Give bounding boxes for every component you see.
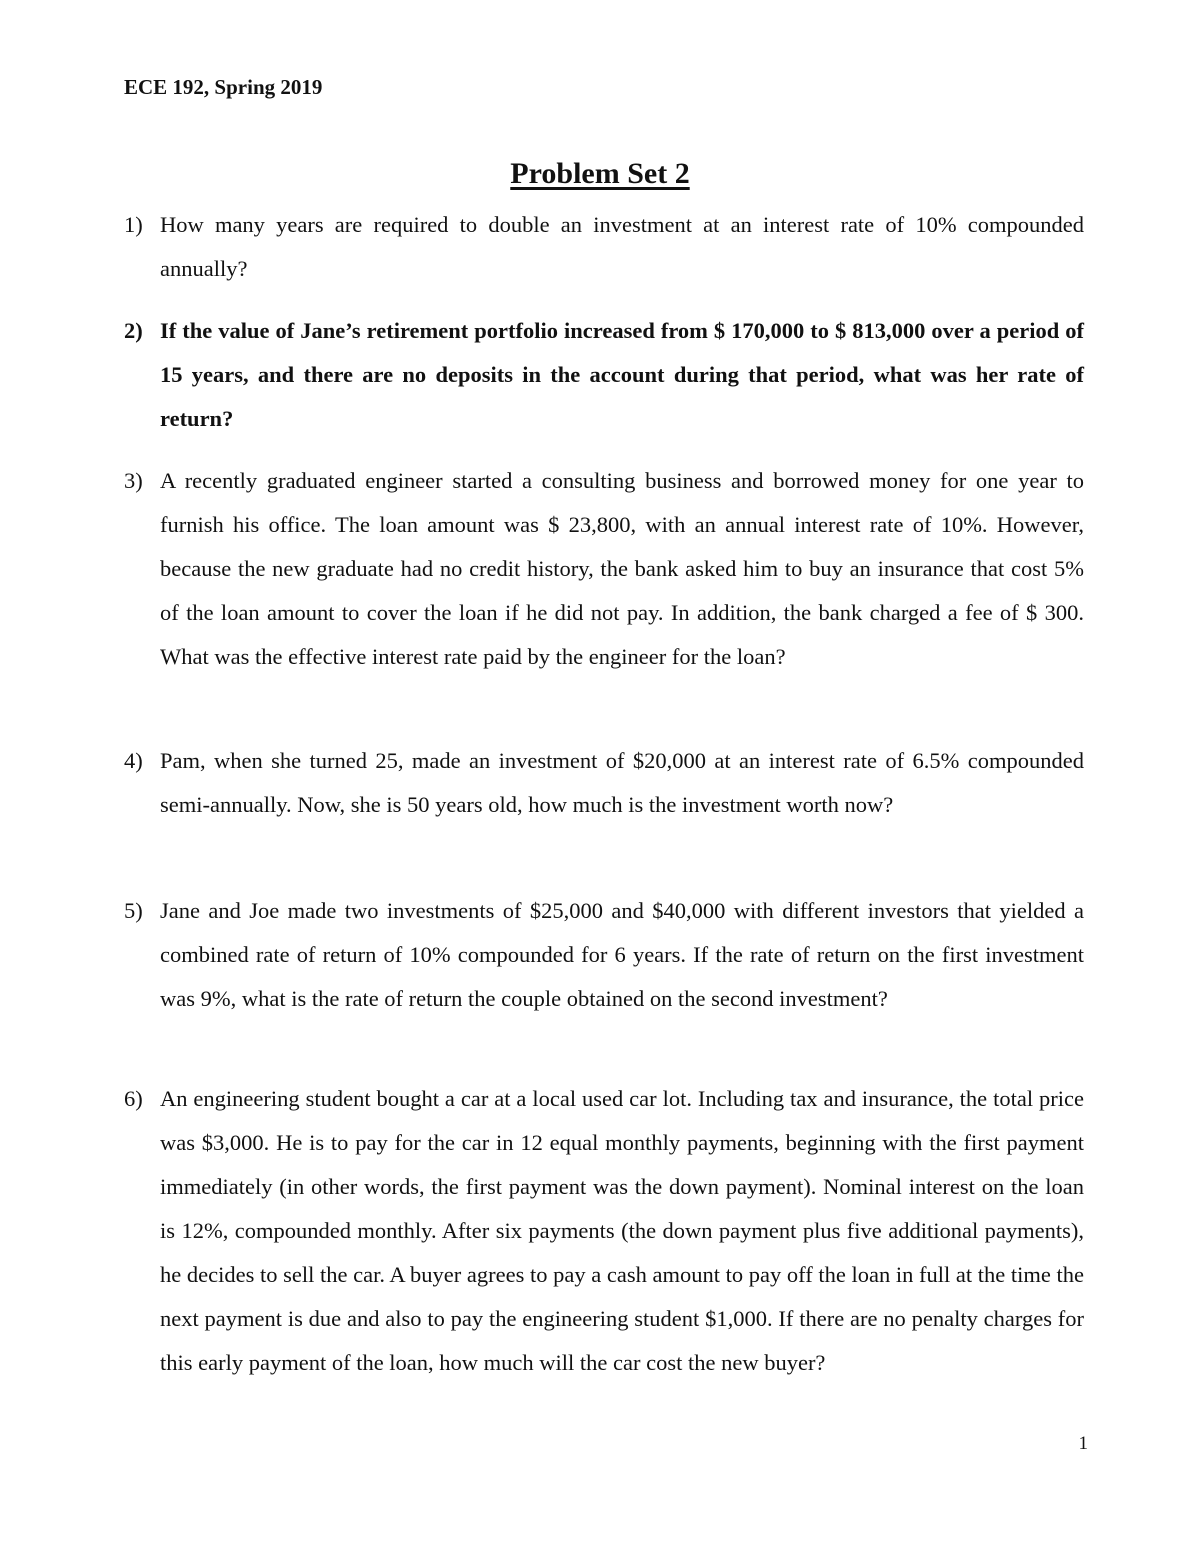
- problem-1: [124, 203, 1084, 291]
- problem-text: How many years are required to double an investment at an interest rate of 10% compounded annually?: [160, 212, 1084, 281]
- problem-number: 6): [124, 1086, 143, 1111]
- problem-4: [124, 739, 1084, 827]
- problem-number: 1): [124, 212, 143, 237]
- problem-number: 3): [124, 468, 143, 493]
- problem-6: [124, 1077, 1084, 1385]
- problem-text: If the value of Jane’s retirement portfolio increased from $ 170,000 to $ 813,000 over a period of 15 years, and there are no deposits in the account during that period, what was her rate of return?: [160, 318, 1084, 431]
- problem-2: [124, 309, 1084, 441]
- problem-text: Jane and Joe made two investments of $25,000 and $40,000 with different investors that yielded a combined rate of return of 10% compounded for 6 years. If the rate of return on the first investment was 9%, what is the rate of return the couple obtained on the second investment?: [160, 898, 1084, 1011]
- problem-number: 2): [124, 318, 143, 343]
- problem-5: [124, 889, 1084, 1021]
- course-header: ECE 192, Spring 2019: [124, 75, 323, 99]
- problem-text: An engineering student bought a car at a local used car lot. Including tax and insurance, the total price was $3,000. He is to pay for the car in 12 equal monthly payments, beginning with the first payment immediately (in other words, the first payment was the down payment). Nominal interest on the loan is 12%, compounded monthly. After six payments (the down payment plus five additional payments), he decides to sell the car. A buyer agrees to pay a cash amount to pay off the loan in full at the time the next payment is due and also to pay the engineering student $1,000. If there are no penalty charges for this early payment of the loan, how much will the car cost the new buyer?: [160, 1086, 1084, 1375]
- problem-number: 5): [124, 898, 143, 923]
- problem-3: [124, 459, 1084, 679]
- problem-number: 4): [124, 748, 143, 773]
- page-number: 1: [1078, 1433, 1088, 1454]
- problem-text: Pam, when she turned 25, made an investment of $20,000 at an interest rate of 6.5% compounded semi-annually. Now, she is 50 years old, how much is the investment worth now?: [160, 748, 1084, 817]
- problem-text: A recently graduated engineer started a consulting business and borrowed money for one year to furnish his office. The loan amount was $ 23,800, with an annual interest rate of 10%. However, because the new graduate had no credit history, the bank asked him to buy an insurance that cost 5% of the loan amount to cover the loan if he did not pay. In addition, the bank charged a fee of $ 300. What was the effective interest rate paid by the engineer for the loan?: [160, 468, 1084, 669]
- page-title: Problem Set 2: [510, 157, 690, 190]
